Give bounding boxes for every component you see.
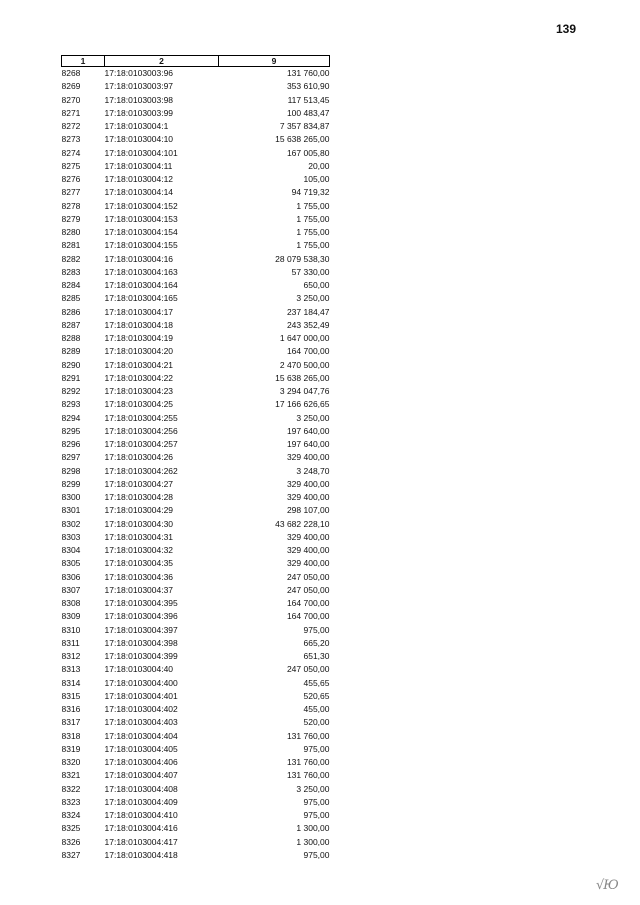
cadastral-value: 329 400,00 [286,558,330,569]
row-number: 8301 [61,505,81,516]
row-number: 8326 [61,836,81,847]
table-row [62,756,330,769]
cadastral-number: 17:18:0103004:21 [104,359,174,370]
cadastral-number: 17:18:0103004:19 [104,333,174,343]
cadastral-value: 455,00 [303,704,330,714]
cadastral-number: 17:18:0103004:152 [104,200,178,211]
row-number: 8297 [61,452,81,463]
row-number: 8288 [61,333,81,343]
cadastral-number: 17:18:0103004:262 [104,465,178,476]
table-row [62,544,330,557]
cadastral-number: 17:18:0103004:416 [104,823,178,834]
row-number: 8316 [61,704,81,714]
cadastral-value: 3 248,70 [296,465,330,476]
table-row [62,663,330,676]
table-row [62,610,330,623]
table-row [62,849,330,862]
cadastral-number: 17:18:0103004:14 [104,187,174,198]
row-number: 8292 [61,386,81,396]
cadastral-number: 17:18:0103004:16 [104,253,174,264]
cadastral-value: 164 700,00 [286,611,330,622]
table-row [62,822,330,835]
cadastral-value: 975,00 [303,810,330,820]
table-row [62,703,330,716]
cadastral-value: 57 330,00 [291,266,330,277]
cadastral-value: 650,00 [303,280,330,290]
row-number: 8293 [61,399,81,410]
cadastral-value: 105,00 [303,174,330,184]
row-number: 8302 [61,518,81,529]
table-row [62,518,330,531]
cadastral-number: 17:18:0103004:18 [104,319,174,330]
cadastral-number: 17:18:0103004:17 [104,306,174,317]
row-number: 8321 [61,770,81,781]
table-row [62,531,330,544]
cadastral-number: 17:18:0103004:10 [104,134,174,145]
cadastral-number: 17:18:0103004:397 [104,624,178,635]
cadastral-number: 17:18:0103004:410 [104,810,178,820]
cadastral-number: 17:18:0103004:403 [104,717,178,728]
row-number: 8320 [61,757,81,767]
table-row [62,372,330,385]
row-number: 8282 [61,253,81,264]
cadastral-number: 17:18:0103004:400 [104,677,178,688]
cadastral-number: 17:18:0103004:165 [104,293,178,304]
table-row [62,412,330,425]
cadastral-value: 164 700,00 [286,598,330,608]
cadastral-value: 975,00 [303,624,330,635]
cadastral-value: 3 250,00 [296,412,330,423]
row-number: 8310 [61,624,81,635]
row-number: 8323 [61,796,81,807]
cadastral-number: 17:18:0103004:404 [104,730,178,741]
cadastral-number: 17:18:0103004:26 [104,452,174,463]
cadastral-number: 17:18:0103004:37 [104,584,174,595]
cadastral-number: 17:18:0103003:98 [104,94,174,105]
table-row [62,809,330,822]
table-row [62,438,330,451]
row-number: 8271 [61,107,81,118]
row-number: 8296 [61,439,81,449]
cadastral-number: 17:18:0103004:30 [104,518,174,529]
table-row [62,571,330,584]
row-number: 8303 [61,531,81,542]
cadastral-value: 247 050,00 [286,584,330,595]
row-number: 8307 [61,584,81,595]
table-row [62,226,330,239]
cadastral-value: 15 638 265,00 [275,372,330,383]
cadastral-value: 15 638 265,00 [275,134,330,145]
row-number: 8315 [61,690,81,701]
cadastral-number: 17:18:0103004:409 [104,796,178,807]
table-row [62,557,330,570]
cadastral-value: 1 647 000,00 [279,333,330,343]
cadastral-number: 17:18:0103004:31 [104,531,174,542]
cadastral-value: 3 250,00 [296,783,330,794]
cadastral-value: 3 294 047,76 [279,386,330,396]
cadastral-value: 329 400,00 [286,478,330,489]
row-number: 8325 [61,823,81,834]
cadastral-number: 17:18:0103004:407 [104,770,178,781]
table-row [62,491,330,504]
cadastral-number: 17:18:0103004:257 [104,439,178,449]
row-number: 8322 [61,783,81,794]
cadastral-number: 17:18:0103004:11 [104,160,173,171]
row-number: 8300 [61,492,81,502]
cadastral-value: 117 513,45 [287,94,330,105]
cadastral-number: 17:18:0103004:155 [104,240,178,251]
cadastral-number: 17:18:0103004:28 [104,492,174,502]
row-number: 8308 [61,598,81,608]
cadastral-number: 17:18:0103004:163 [104,266,178,277]
cadastral-value: 353 610,90 [286,81,330,92]
row-number: 8289 [61,346,81,357]
cadastral-number: 17:18:0103004:395 [104,598,178,608]
table-row [62,107,330,120]
row-number: 8277 [61,187,81,198]
cadastral-value: 1 755,00 [296,227,330,237]
table-row [62,465,330,478]
table-row [62,584,330,597]
row-number: 8274 [61,147,81,158]
table-row [62,385,330,398]
cadastral-number: 17:18:0103004:406 [104,757,178,767]
cadastral-number: 17:18:0103004:396 [104,611,178,622]
cadastral-value: 1 300,00 [296,823,330,834]
cadastral-number: 17:18:0103004:36 [104,571,174,582]
cadastral-value: 197 640,00 [286,439,330,449]
cadastral-number: 17:18:0103003:96 [104,68,174,78]
row-number: 8280 [61,227,81,237]
table-row [62,730,330,743]
cadastral-number: 17:18:0103003:97 [104,81,174,92]
row-number: 8290 [61,359,81,370]
table-row [62,836,330,849]
row-number: 8270 [61,94,81,105]
table-row [62,160,330,173]
cadastral-number: 17:18:0103004:23 [104,386,174,396]
table-row [62,80,330,93]
cadastral-number: 17:18:0103004:25 [104,399,174,410]
cadastral-number: 17:18:0103004:417 [104,836,178,847]
cadastral-value: 20,00 [308,160,330,171]
cadastral-value: 131 760,00 [286,68,330,78]
cadastral-value: 975,00 [303,796,330,807]
cadastral-value: 975,00 [303,849,330,860]
cadastral-number: 17:18:0103004:153 [104,213,178,224]
row-number: 8295 [61,425,81,436]
cadastral-number: 17:18:0103004:405 [104,743,178,754]
cadastral-value: 665,20 [303,637,330,648]
cadastral-value: 1 755,00 [296,200,330,211]
cadastral-value: 243 352,49 [286,319,330,330]
cadastral-value: 329 400,00 [286,531,330,542]
cadastral-value: 1 300,00 [296,836,330,847]
row-number: 8314 [61,677,81,688]
cadastral-value: 28 079 538,30 [275,253,330,264]
cadastral-value: 651,30 [303,651,330,661]
row-number: 8276 [61,174,81,184]
table-row [62,637,330,650]
table-row [62,504,330,517]
table-row [62,624,330,637]
row-number: 8324 [61,810,81,820]
table-row [62,94,330,107]
row-number: 8309 [61,611,81,622]
header-row [62,56,330,67]
cadastral-value-table [61,55,330,862]
cadastral-number: 17:18:0103004:399 [104,651,178,661]
table-row [62,690,330,703]
table-row [62,478,330,491]
row-number: 8269 [61,81,81,92]
cadastral-value: 237 184,47 [286,306,330,317]
cadastral-number: 17:18:0103004:12 [104,174,174,184]
table-row [62,769,330,782]
table-row [62,783,330,796]
table-row [62,716,330,729]
row-number: 8278 [61,200,81,211]
table-row [62,743,330,756]
row-number: 8287 [61,319,81,330]
row-number: 8285 [61,293,81,304]
cadastral-value: 131 760,00 [286,770,330,781]
row-number: 8317 [61,717,81,728]
header-col-2: 2 [105,56,219,67]
table-row [62,650,330,663]
cadastral-number: 17:18:0103004:35 [104,558,174,569]
table-row [62,345,330,358]
row-number: 8283 [61,266,81,277]
row-number: 8268 [61,68,81,78]
cadastral-value: 3 250,00 [296,293,330,304]
row-number: 8273 [61,134,81,145]
cadastral-value: 1 755,00 [296,213,330,224]
cadastral-value: 975,00 [303,743,330,754]
cadastral-value: 520,00 [303,717,330,728]
cadastral-value: 164 700,00 [286,346,330,357]
cadastral-value: 329 400,00 [286,492,330,502]
cadastral-value: 298 107,00 [286,505,330,516]
row-number: 8294 [61,412,81,423]
cadastral-number: 17:18:0103004:40 [104,664,174,675]
cadastral-value: 94 719,32 [291,187,330,198]
cadastral-value: 131 760,00 [286,757,330,767]
row-number: 8305 [61,558,81,569]
table-row [62,359,330,372]
table-row [62,677,330,690]
cadastral-number: 17:18:0103004:32 [104,545,174,555]
table-row [62,425,330,438]
table-row [62,133,330,146]
table-row [62,239,330,252]
cadastral-number: 17:18:0103004:154 [104,227,178,237]
row-number: 8298 [61,465,81,476]
table-row [62,120,330,133]
table-row [62,147,330,160]
table-row [62,266,330,279]
table-header [62,56,330,67]
cadastral-value: 167 005,80 [286,147,330,158]
table-row [62,173,330,186]
cadastral-value: 131 760,00 [286,730,330,741]
cadastral-value: 329 400,00 [286,545,330,555]
cadastral-number: 17:18:0103004:164 [104,280,178,290]
cadastral-value: 520,65 [303,690,330,701]
table-body [62,67,330,863]
table-row [62,451,330,464]
table-row [62,253,330,266]
cadastral-number: 17:18:0103004:402 [104,704,178,714]
row-number: 8319 [61,743,81,754]
header-col-9: 9 [219,56,330,67]
table-row [62,279,330,292]
row-number: 8318 [61,730,81,741]
cadastral-value: 247 050,00 [286,571,330,582]
cadastral-value: 100 483,47 [286,107,330,118]
cadastral-value: 7 357 834,87 [279,121,330,131]
table-row [62,200,330,213]
cadastral-number: 17:18:0103004:22 [104,372,174,383]
cadastral-number: 17:18:0103004:101 [104,147,178,158]
row-number: 8275 [61,160,81,171]
row-number: 8311 [61,637,80,648]
cadastral-value: 329 400,00 [286,452,330,463]
table-row [62,292,330,305]
row-number: 8327 [61,849,81,860]
row-number: 8284 [61,280,81,290]
cadastral-number: 17:18:0103003:99 [104,107,174,118]
cadastral-value: 2 470 500,00 [279,359,330,370]
cadastral-number: 17:18:0103004:401 [104,690,178,701]
handwritten-mark: √Ю [596,878,618,893]
row-number: 8291 [61,372,81,383]
cadastral-number: 17:18:0103004:1 [104,121,169,131]
row-number: 8312 [61,651,81,661]
cadastral-value: 17 166 626,65 [275,399,330,410]
cadastral-number: 17:18:0103004:20 [104,346,174,357]
cadastral-number: 17:18:0103004:255 [104,412,178,423]
table-row [62,796,330,809]
cadastral-number: 17:18:0103004:29 [104,505,174,516]
cadastral-value: 197 640,00 [286,425,330,436]
table-row [62,398,330,411]
table-row [62,67,330,81]
table-row [62,597,330,610]
cadastral-number: 17:18:0103004:418 [104,849,178,860]
cadastral-number: 17:18:0103004:408 [104,783,178,794]
cadastral-value: 455,65 [303,677,330,688]
row-number: 8313 [61,664,81,675]
cadastral-value: 43 682 228,10 [275,518,330,529]
page-number: 139 [556,22,577,36]
table-row [62,306,330,319]
cadastral-value: 1 755,00 [296,240,330,251]
row-number: 8272 [61,121,81,131]
row-number: 8304 [61,545,81,555]
row-number: 8306 [61,571,81,582]
cadastral-number: 17:18:0103004:398 [104,637,178,648]
table-row [62,186,330,199]
cadastral-value: 247 050,00 [286,664,330,675]
row-number: 8281 [61,240,81,251]
table-row [62,319,330,332]
table-row [62,332,330,345]
cadastral-number: 17:18:0103004:27 [104,478,174,489]
table-row [62,213,330,226]
header-col-1: 1 [62,56,105,67]
cadastral-number: 17:18:0103004:256 [104,425,178,436]
row-number: 8279 [61,213,81,224]
row-number: 8299 [61,478,81,489]
row-number: 8286 [61,306,81,317]
